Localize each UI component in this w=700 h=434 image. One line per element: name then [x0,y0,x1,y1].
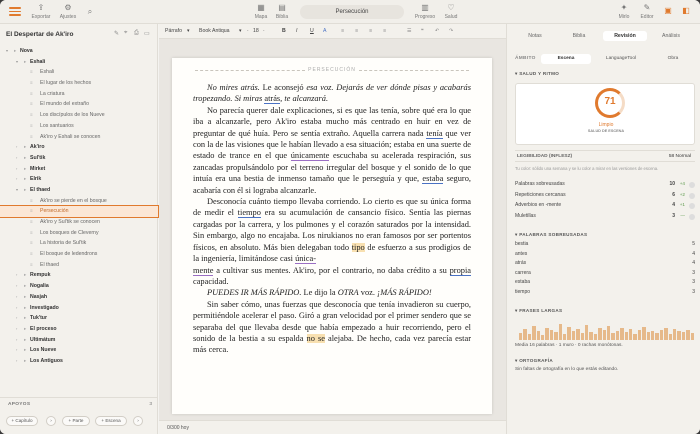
apoyos-count: 3 [149,402,152,407]
binder-folder[interactable] [0,345,158,356]
binder-item-label: La criatura [40,90,65,97]
menu-button[interactable] [9,7,21,17]
chevron-right-icon[interactable]: › [16,283,18,289]
drag-handle-icon[interactable]: ▸ [24,176,27,182]
document-icon: ≡ [30,80,33,86]
document-icon: ≡ [30,112,33,118]
binder-item-label: Rempuk [30,272,51,279]
binder-item-label: Persecución [40,208,69,215]
map-button[interactable]: ▦ Mapa [254,3,268,20]
paragraph-style-select[interactable]: Párrafo [165,28,183,34]
binder-item-label: Los discípulos de los Nueve [40,112,105,119]
binder-item-label: Los Antiguos [30,357,63,364]
health-ring [595,88,625,118]
word: bestia [515,241,529,247]
sentence-bar [664,328,667,340]
legibility-value: 58 Normal [668,154,691,159]
binder-item-label: Investigado [30,304,59,311]
binder-document[interactable] [0,89,158,100]
word-goal-status: 0/300 hoy [167,425,189,431]
word-count: 3 [692,279,695,285]
redo-icon[interactable]: ↷ [449,28,454,34]
status-dot-icon [689,203,695,209]
edit-icon[interactable]: ✎ [114,31,120,37]
manuscript-text[interactable]: No mires atrás. Le aconsejó esa voz. Dejarás de ver dónde pisas y acabarás tropezando. Si miras atrás, te alcanzará. No parecía querer dale explicaciones, si es que las tenía, sobre qué era lo que iba a alcanzarle, pero Ak'iro estaba mucho más centrado en huir en vez de preguntar de qué huía. Pero se sentía extraño. Aquella carrera nada tenía que ver con la de las visiones que le habían llevado a esa situación; estaba en una suerte de estado de trance en el que únicamente escuchaba su acelerada respiración, sus zancadas propulsándolo por el terreno irregular del bosque y el sonido de lo que intuía era una bestia de inmenso tamaño que le perseguía y que, estaba seguro, acabaría con él si lograba alcanzarle. Desconocía cuánto tiempo llevaba corriendo. Lo cierto es que su única forma de medir el tiempo era su acumulación de cansancio físico. Sentía las piernas cargadas por la carrera, y los pulmones y el corazón saturados por la intensidad. Sin embargo, algo no encajaba. Los nirukianos no eran famosos por ser portentos físicos, en absoluto. Más bien delegaban todo tipo de esfuerzo a sus prodigios de la ingeniería, limitándose casi única- mente a cultivar sus mentes. Ak'iro, por el contrario, no daba crédito a su propia capacidad. PUEDES IR MÁS RÁPIDO. Le dijo la OTRA voz. ¡MÁS RÁPIDO! Sin saber cómo, unas fuerzas que desconocía que tenía invadieron su cuerpo, permitiéndole acelerar el paso. Giró a gran velocidad por el primer sendero que se separaba del que llevaba desde que había empezado a huir recorriendo, pero el sonido de la bestia a su espalda no se alejaba. De hecho, cada vez parecía estar más cerca. [193,83,472,355]
chevron-right-icon[interactable]: › [16,304,18,310]
sentence-bar [550,330,553,340]
chart-icon: ▥ [421,3,429,12]
folder-icon[interactable]: ▭ [144,31,150,37]
word-count: 5 [692,241,695,247]
bible-button[interactable]: ▤ Biblia [275,3,289,20]
binder-folder[interactable] [0,57,158,68]
binder-document[interactable] [0,110,158,121]
stat-row[interactable] [515,202,697,212]
sentence-bar [629,329,632,340]
document-icon: ≡ [30,197,33,203]
health-caption: SALUD DE ESCENA [587,129,625,133]
binder-item-label: El lugar de los hechos [40,80,92,87]
binder-item-label: El thaed [30,186,51,193]
drag-handle-icon[interactable]: ▸ [24,336,27,342]
drag-handle-icon[interactable]: ▸ [24,283,27,289]
binder-item-label: El thaed [40,261,60,268]
legibility-label: LEGIBILIDAD (INFLESZ) [517,154,573,159]
binder-item-label: Elrik [30,176,42,183]
stat-label: Repeticiones cercanas [515,191,566,198]
editor-area [159,24,506,434]
document-title[interactable]: Persecución [300,5,404,19]
sentence-bar [682,332,685,340]
align-justify-icon[interactable]: ≡ [383,28,387,34]
stat-value: 10 [669,181,675,187]
binder-document[interactable] [0,78,158,89]
binder-folder[interactable] [0,270,158,281]
scope-escena[interactable]: Escena [541,54,591,64]
mirlo-button[interactable]: ✦ Mirlo [618,3,630,20]
binder-item-label: Ak'iro y Sul'tik se conocen [40,219,100,225]
drag-handle-icon[interactable]: ▸ [24,357,27,363]
sentence-bar [642,327,645,340]
drag-handle-icon[interactable]: ▸ [24,154,27,160]
sentence-length-chart [519,320,695,340]
chevron-down-icon[interactable]: ▾ [16,186,19,192]
binder-document[interactable] [0,260,158,271]
binder-document[interactable] [0,217,158,228]
sentence-bar [638,330,641,340]
drag-handle-icon[interactable]: ▸ [24,165,27,171]
legibility-note: Tu color: sólido una semana y se lu color a mirar en las versiones de escena. [515,166,659,171]
more-button[interactable]: › [46,416,56,426]
text-color-button[interactable]: A [323,28,327,34]
word: carrera [515,269,531,276]
binder-folder[interactable] [0,153,158,164]
sentence-bar [686,330,689,340]
stat-delta: +4 [679,181,685,186]
align-center-icon[interactable]: ≡ [355,28,359,34]
sentence-bar [673,329,676,340]
pen-icon: ✎ [643,3,651,12]
binder-item-label: Eshali [30,58,46,65]
font-size-value[interactable]: 18 [253,28,259,34]
sentence-bar [607,326,610,340]
binder-item-label: Nova [20,48,33,54]
sentence-bar [563,334,566,340]
binder-item-label: Mirket [30,165,46,172]
chevron-right-icon[interactable]: › [16,357,18,363]
share-icon: ⇪ [37,3,45,12]
sentence-bar [589,332,592,340]
sentence-bar [554,332,557,340]
stat-delta: +1 [679,202,685,207]
sentence-bar [559,324,562,340]
tab-notas[interactable]: Notas [528,33,542,39]
sidebar-icon: ▣ [664,6,672,15]
sentence-bar [651,331,654,340]
sentence-bar [585,325,588,340]
sentence-bar [620,328,623,340]
sentence-bar [576,329,579,340]
chevron-right-icon[interactable]: › [16,144,18,150]
format-toolbar [159,24,506,39]
overused-section-header[interactable]: ▾ PALABRAS SOBREUSADAS [515,232,588,237]
binder-tree [0,46,158,367]
stat-label: Muletillas [515,212,536,219]
chevron-right-icon[interactable]: › [16,293,18,299]
overused-word-row[interactable] [515,289,695,299]
word: antes [515,250,528,257]
chevron-right-icon[interactable]: › [16,347,18,353]
binder-folder[interactable] [0,174,158,185]
stat-value: 4 [672,202,675,208]
status-dot-icon [689,193,695,199]
binder-folder[interactable] [0,281,158,292]
document-icon: ≡ [30,133,33,139]
manuscript-page[interactable] [172,58,492,414]
drag-handle-icon[interactable]: ▸ [24,272,27,278]
toggle-left-panel-button[interactable] [662,6,674,17]
word-count: 3 [692,288,695,295]
sentence-bar [567,327,570,340]
stat-delta: +2 [679,191,685,197]
binder-folder[interactable] [0,292,158,303]
binder-item-label: Ak'iro [30,144,45,151]
document-icon: ≡ [30,240,33,246]
binder-document[interactable] [0,238,158,249]
chevron-right-icon[interactable]: › [16,325,18,331]
binder-item-label: Los bosques de Cleverny [40,229,99,236]
overused-word-row[interactable] [515,279,695,289]
stat-value: 6 [672,191,675,198]
ortho-section-header[interactable]: ▾ ORTOGRAFÍA [515,358,553,363]
chevron-right-icon[interactable]: › [16,154,18,160]
binder-document[interactable] [0,228,158,239]
binder-document[interactable] [0,132,158,143]
scope-obra[interactable]: Obra [667,56,679,61]
sentence-bar [541,335,544,340]
sentence-bar [677,331,680,340]
document-icon: ≡ [30,69,33,75]
binder-item-label: El mundo del extraño [40,101,90,108]
drag-handle-icon[interactable]: ▸ [14,48,17,53]
health-section-header[interactable]: ▾ SALUD Y RITMO [515,71,560,76]
scope-languagetool[interactable]: LanguageTool [605,56,637,61]
map-icon: ▦ [257,3,265,12]
binder-folder[interactable] [0,324,158,335]
ortho-status: Sin faltas de ortografía en lo que estás editando. [515,367,619,372]
toolbar [0,0,700,24]
binder-folder[interactable] [0,185,158,196]
project-title: El Despertar de Ak'iro [6,31,74,38]
binder-document[interactable] [0,99,158,110]
sentence-bar [528,334,531,340]
scope-selector [515,54,695,64]
binder-folder[interactable] [0,356,158,367]
sentence-bar [633,334,636,340]
word-count: 4 [692,250,695,257]
sentence-bar [603,330,606,340]
overused-words-list [515,241,695,298]
sentence-bar [523,329,526,340]
binder-folder[interactable] [0,46,158,57]
chevron-down-icon: ▾ [187,28,190,34]
scene-health-card [515,83,695,145]
health-score: 71 [604,96,616,107]
binder-document[interactable] [0,249,158,260]
binder-document[interactable] [0,196,158,207]
book-icon: ▤ [278,3,286,12]
word-count: 3 [692,269,695,276]
search-icon: ⌕ [87,7,93,16]
panel-icon: ◧ [682,6,690,15]
drag-handle-icon[interactable]: ▸ [24,144,27,150]
binder-folder[interactable] [0,303,158,314]
add-part-button[interactable]: + Parte [62,416,90,426]
tab-biblia[interactable]: Biblia [572,33,586,39]
binder-folder[interactable] [0,313,158,324]
plus-icon[interactable]: · [263,28,265,34]
chevron-right-icon[interactable]: › [16,165,18,171]
scene-header: PERSECUCIÓN [195,67,469,73]
binder-item-label: El bosque de ledendrons [40,251,98,258]
health-word: Limpio [598,122,614,128]
drag-handle-icon[interactable]: ▸ [24,325,27,331]
sentence-bar [611,333,614,340]
document-icon: ≡ [30,90,33,96]
sentence-bar [581,333,584,340]
more-options-button[interactable]: › [133,416,143,426]
sidebar [0,24,158,434]
drag-handle-icon[interactable]: ▸ [24,293,27,299]
sentence-bar [572,331,575,340]
italic-button[interactable]: I [296,28,298,34]
apoyos-label: APOYOS [8,402,31,407]
undo-icon[interactable]: ↶ [435,28,440,34]
binder-item-label: Los Nueve [30,347,57,354]
font-select[interactable]: Book Antiqua [199,28,230,34]
sentence-bar [594,334,597,340]
binder-document[interactable] [0,206,158,217]
search-button[interactable] [85,7,95,18]
chevron-down-icon[interactable]: ▾ [6,48,9,53]
drag-handle-icon[interactable]: ▸ [24,347,27,353]
editor-button[interactable]: ✎ Editor [640,3,654,20]
overused-word-row[interactable] [515,251,695,261]
underline-button[interactable]: U [310,28,314,34]
apoyos-section [0,397,158,423]
document-icon: ≡ [30,208,33,214]
legibility-row [515,150,695,162]
heart-icon: ♡ [447,3,455,12]
word: estaba [515,279,531,285]
word: atrás [515,260,527,266]
chevron-down-icon: ▾ [239,28,242,34]
long-sentences-header[interactable]: ▾ FRASES LARGAS [515,308,563,313]
align-left-icon[interactable]: ≡ [341,28,345,34]
document-icon: ≡ [30,251,33,257]
binder-item-label: Nogalia [30,283,49,290]
gear-icon: ⚙ [64,3,72,12]
chevron-right-icon[interactable]: › [16,336,18,342]
document-icon: ≡ [30,122,33,128]
right-panel [506,24,700,434]
overused-word-row[interactable] [515,241,695,251]
binder-item-label: Ak'iro se pierde en el bosque [40,197,107,204]
stat-delta: — [680,212,685,218]
document-icon: ≡ [30,261,33,267]
sentence-bar [519,333,522,340]
sentence-bar [647,332,650,340]
minus-icon[interactable]: · [247,28,249,34]
pin-icon[interactable]: ⌖ [124,30,128,36]
sentence-bar [532,326,535,340]
status-dot-icon [689,182,695,188]
sentence-bar [598,328,601,340]
drag-handle-icon[interactable]: ▸ [24,58,27,64]
toggle-right-panel-button[interactable] [680,6,692,17]
binder-item-label: Nasjah [30,293,48,300]
binder-item-label: La historia de Sul'tik [40,240,87,247]
binder-item-label: Ultimátum [30,336,56,343]
chevron-right-icon[interactable]: › [16,176,18,182]
chevron-down-icon[interactable]: ▾ [16,58,19,64]
health-button[interactable]: ♡ Salud [444,3,458,20]
document-icon: ≡ [30,101,33,107]
binder-item-label: Ak'iro y Eshali se conocen [40,133,101,140]
list-icon[interactable]: ☰ [407,28,412,34]
stat-row[interactable] [515,181,697,191]
export-button[interactable]: ⇪ Exportar [31,3,51,20]
sentence-bar [669,334,672,340]
binder-item-label: Eshali [40,69,55,76]
overused-word-row[interactable] [515,270,695,280]
document-icon: ≡ [30,219,33,224]
add-scene-button[interactable]: + Escena [95,416,127,426]
chevron-right-icon[interactable]: › [16,315,18,321]
stat-label: Palabras sobreusadas [515,181,565,187]
align-right-icon[interactable]: ≡ [369,28,373,34]
stat-row[interactable] [515,213,697,223]
settings-button[interactable]: ⚙ Ajustes [59,3,77,20]
status-dot-icon [689,214,695,220]
sentence-bar [545,328,548,340]
print-icon[interactable]: ⎙ [134,30,139,36]
overused-word-row[interactable] [515,260,695,270]
sentence-bar [691,333,694,340]
stat-label: Adverbios en -mente [515,202,562,208]
tab-revision[interactable]: Revisión [603,31,647,41]
progress-button[interactable]: ▥ Progreso [414,3,436,20]
quote-icon[interactable]: ❝ [421,28,424,34]
tab-analisis[interactable]: Análisis [662,33,680,39]
stat-row[interactable] [515,192,697,202]
status-bar [159,420,506,434]
drag-handle-icon[interactable]: ▸ [24,315,27,321]
word-count: 4 [692,260,695,266]
binder-item-label: Los santuarios [40,122,74,129]
stat-value: 3 [672,212,675,219]
drag-handle-icon[interactable]: ▸ [24,186,27,192]
binder-folder[interactable] [0,335,158,346]
panel-tabs [515,31,692,41]
long-sentences-summary: Media 16 palabras · 1 muro · 0 rachas monótonas. [515,343,623,348]
sentence-bar [616,331,619,340]
word: tiempo [515,288,531,295]
drag-handle-icon[interactable]: ▸ [24,304,27,310]
binder-item-label: Tuk'tur [30,315,47,322]
binder-folder[interactable] [0,142,158,153]
sentence-bar [660,330,663,340]
sentence-bar [537,331,540,340]
sentence-bar [655,333,658,340]
scope-label: ÁMBITO [515,56,536,61]
document-icon: ≡ [30,229,33,235]
binder-item-label: Sul'tik [30,154,46,161]
binder-document[interactable] [0,67,158,78]
binder-folder[interactable] [0,164,158,175]
add-chapter-button[interactable]: + Capítulo [6,416,38,426]
binder-document[interactable] [0,121,158,132]
sentence-bar [625,332,628,340]
bold-button[interactable]: B [282,28,286,34]
chevron-right-icon[interactable]: › [16,272,18,278]
sparkle-icon: ✦ [620,3,628,12]
binder-item-label: El proceso [30,325,57,332]
